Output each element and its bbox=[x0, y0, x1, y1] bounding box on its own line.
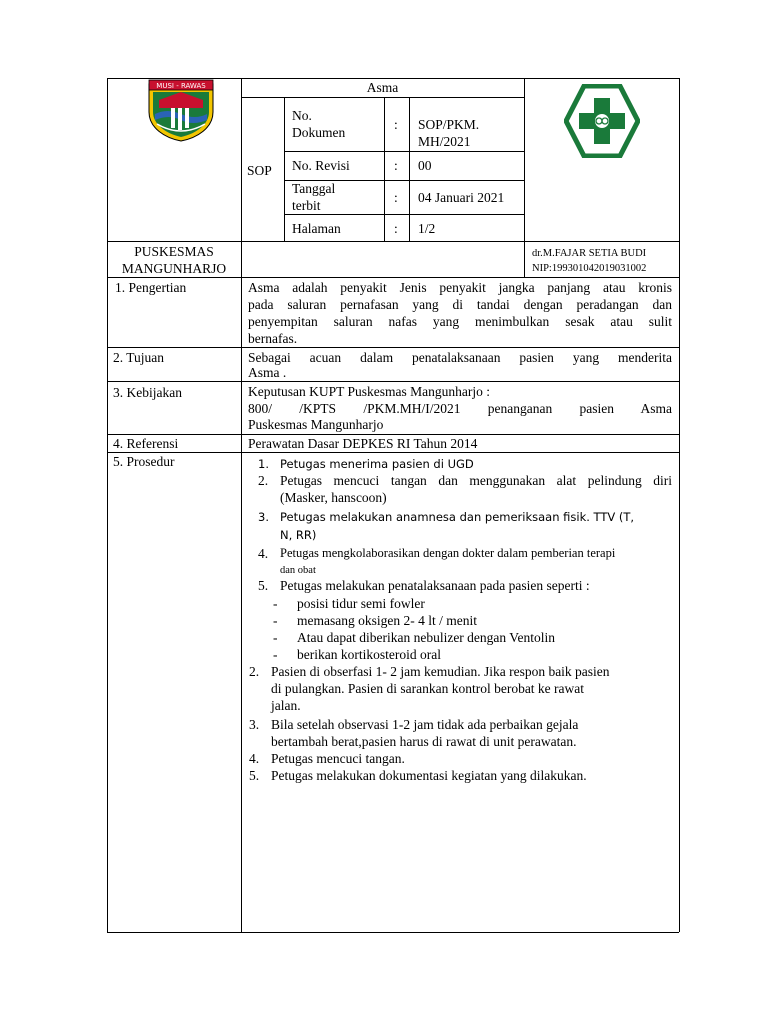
prosedur-subitem-dash: - bbox=[273, 596, 278, 611]
org-name-line-2: MANGUNHARJO bbox=[121, 261, 227, 276]
prosedur-step-text: Petugas melakukan dokumentasi kegiatan yang dilakukan. bbox=[271, 768, 587, 783]
prosedur-subitem-text: memasang oksigen 2- 4 lt / menit bbox=[297, 613, 477, 628]
prosedur-step-text: di pulangkan. Pasien di sarankan kontrol berobat ke rawat bbox=[271, 681, 585, 696]
section-label-prosedur: 5. Prosedur bbox=[113, 454, 175, 469]
prosedur-step-text: Bila setelah observasi 1-2 jam tidak ada perbaikan gejala bbox=[271, 717, 579, 732]
prosedur-item-text: Petugas melakukan penatalaksanaan pada pasien seperti : bbox=[280, 578, 590, 593]
sop-label: SOP bbox=[247, 163, 272, 178]
field-label-no-revisi: No. Revisi bbox=[292, 158, 350, 173]
field-sep: : bbox=[394, 190, 398, 205]
field-sep: : bbox=[394, 117, 398, 132]
tujuan-line: Sebagai acuan dalam penatalaksanaan pasien yang menderita bbox=[248, 350, 672, 365]
prosedur-step-text: bertambah berat,pasien harus di rawat di unit perawatan. bbox=[271, 734, 577, 749]
prosedur-step-number: 3. bbox=[249, 717, 260, 732]
prosedur-subitem-dash: - bbox=[273, 630, 278, 645]
prosedur-subitem-dash: - bbox=[273, 613, 278, 628]
prosedur-item-number: 1. bbox=[258, 457, 269, 471]
field-label-tanggal-terbit: Tanggal bbox=[292, 181, 336, 196]
prosedur-item-text: Petugas melakukan anamnesa dan pemeriksaan fisik. TTV (T, bbox=[280, 510, 635, 524]
pengertian-line: Asma adalah penyakit Jenis penyakit jangka panjang atau kronis bbox=[248, 280, 672, 295]
field-sep: : bbox=[394, 158, 398, 173]
section-label-pengertian: 1. Pengertian bbox=[115, 280, 187, 295]
document-title: Asma bbox=[366, 80, 399, 95]
org-name-line-1: PUSKESMAS bbox=[134, 244, 214, 259]
kebijakan-line: Keputusan KUPT Puskesmas Mangunharjo : bbox=[248, 384, 490, 399]
prosedur-item-text: Petugas mengkolaborasikan dengan dokter dalam pemberian terapi bbox=[280, 546, 616, 560]
prosedur-item-number: 4. bbox=[258, 546, 269, 561]
prosedur-subitem-text: posisi tidur semi fowler bbox=[297, 596, 425, 611]
prosedur-step-text: jalan. bbox=[271, 698, 301, 713]
field-label-tanggal-terbit-2: terbit bbox=[292, 198, 321, 213]
section-label-tujuan: 2. Tujuan bbox=[113, 350, 165, 365]
prosedur-subitem-text: Atau dapat diberikan nebulizer dengan Ventolin bbox=[297, 630, 556, 645]
prosedur-item-text-cont: (Masker, hanscoon) bbox=[280, 490, 387, 505]
prosedur-item-text-cont: dan obat bbox=[280, 565, 316, 576]
prosedur-step-number: 5. bbox=[249, 768, 260, 783]
prosedur-item-text: Petugas mencuci tangan dan menggunakan alat pelindung diri bbox=[280, 473, 672, 488]
field-label-no-dokumen: No. bbox=[292, 108, 312, 123]
prosedur-step-number: 2. bbox=[249, 664, 260, 679]
musi-rawas-logo bbox=[141, 78, 221, 142]
prosedur-step-text: Petugas mencuci tangan. bbox=[271, 751, 405, 766]
signer-nip: NIP:199301042019031002 bbox=[532, 263, 647, 274]
signer-name: dr.M.FAJAR SETIA BUDI bbox=[532, 248, 647, 259]
section-label-referensi: 4. Referensi bbox=[113, 436, 179, 451]
field-label-halaman: Halaman bbox=[292, 221, 341, 236]
section-label-kebijakan: 3. Kebijakan bbox=[113, 385, 182, 400]
tujuan-line: Asma . bbox=[248, 365, 287, 380]
prosedur-subitem-text: berikan kortikosteroid oral bbox=[297, 647, 441, 662]
field-sep: : bbox=[394, 221, 398, 236]
field-value-no-dokumen: SOP/PKM. bbox=[418, 117, 480, 132]
prosedur-item-number: 3. bbox=[258, 510, 269, 524]
kebijakan-line: 800/ /KPTS /PKM.MH/I/2021 penanganan pasien Asma bbox=[248, 401, 672, 416]
field-value-halaman: 1/2 bbox=[418, 221, 436, 236]
field-value-no-revisi: 00 bbox=[418, 158, 432, 173]
prosedur-step-text: Pasien di obserfasi 1- 2 jam kemudian. Jika respon baik pasien bbox=[271, 664, 610, 679]
pengertian-line: bernafas. bbox=[248, 331, 298, 346]
field-label-no-dokumen-2: Dokumen bbox=[292, 125, 346, 140]
prosedur-item-text: Petugas menerima pasien di UGD bbox=[280, 457, 474, 471]
svg-text:MUSI - RAWAS: MUSI - RAWAS bbox=[156, 82, 206, 90]
prosedur-item-number: 5. bbox=[258, 578, 269, 593]
prosedur-item-text-cont: N, RR) bbox=[280, 528, 317, 542]
prosedur-subitem-dash: - bbox=[273, 647, 278, 662]
prosedur-item-number: 2. bbox=[258, 473, 269, 488]
pengertian-line: pada saluran pernafasan yang di tandai dengan peradangan dan bbox=[248, 297, 672, 312]
field-value-no-dokumen-2: MH/2021 bbox=[418, 134, 471, 149]
pengertian-line: penyempitan saluran nafas yang menimbulkan sesak atau sulit bbox=[248, 314, 672, 329]
field-value-tanggal-terbit: 04 Januari 2021 bbox=[418, 190, 505, 205]
prosedur-step-number: 4. bbox=[249, 751, 260, 766]
puskesmas-logo bbox=[564, 84, 640, 158]
kebijakan-line: Puskesmas Mangunharjo bbox=[248, 417, 384, 432]
referensi-line: Perawatan Dasar DEPKES RI Tahun 2014 bbox=[248, 436, 478, 451]
